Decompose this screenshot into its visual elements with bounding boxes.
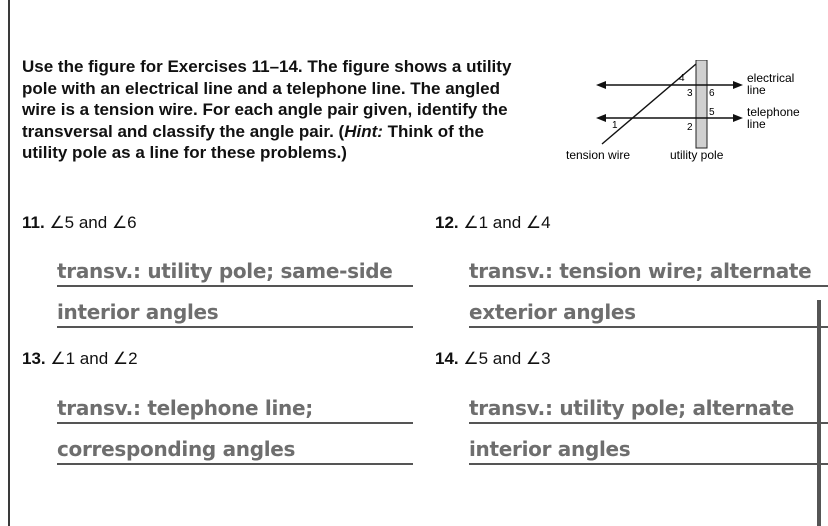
angle-label-6: 6 xyxy=(709,88,715,99)
exercise-number: 13. xyxy=(22,349,46,368)
utility-pole-figure xyxy=(560,60,828,170)
exercise-prompt: ∠5 and ∠3 xyxy=(463,349,551,368)
exercise-11-answer-line-2: interior angles xyxy=(57,298,413,328)
angle-label-5: 5 xyxy=(709,107,715,118)
page-left-border xyxy=(8,0,10,526)
instructions-text-b: Think of the utility pole as a line for these problems.) xyxy=(22,121,484,162)
utility-pole xyxy=(696,60,707,148)
exercise-number: 11. xyxy=(22,213,45,232)
exercise-12-answer-line-1: transv.: tension wire; alternate xyxy=(469,257,828,287)
angle-label-1: 1 xyxy=(612,120,618,131)
telephone-label: telephone xyxy=(747,105,800,119)
exercise-11-answer-line-1: transv.: utility pole; same-side xyxy=(57,257,413,287)
exercise-number: 12. xyxy=(435,213,459,232)
electrical-line-arrow-right xyxy=(733,81,743,89)
telephone-line-arrow-left xyxy=(596,114,606,122)
exercise-13-heading xyxy=(22,349,138,369)
exercise-14-answer-line-1: transv.: utility pole; alternate xyxy=(469,394,828,424)
instructions-paragraph xyxy=(22,56,532,164)
electrical-line-arrow-left xyxy=(596,81,606,89)
instructions-text-a: Use the figure for Exercises 11–14. The figure shows a utility pole with an electrical line and a telephone line. The angled wire is a tension wire. For each angle pair given, identify the transversal and classify the angle pair. ( xyxy=(22,57,512,141)
electrical-label-line: line xyxy=(747,83,766,97)
telephone-line-arrow-right xyxy=(733,114,743,122)
exercise-prompt: ∠1 and ∠4 xyxy=(463,213,551,232)
exercise-13-answer-line-1: transv.: telephone line; xyxy=(57,394,413,424)
angle-label-3: 3 xyxy=(687,88,693,99)
exercise-number: 14. xyxy=(435,349,459,368)
exercise-14-answer-line-2: interior angles xyxy=(469,435,828,465)
angle-label-4: 4 xyxy=(679,73,685,84)
exercise-prompt: ∠5 and ∠6 xyxy=(49,213,137,232)
angle-label-2: 2 xyxy=(687,122,693,133)
exercise-14-heading xyxy=(435,349,551,369)
exercise-13-answer-line-2: corresponding angles xyxy=(57,435,413,465)
exercise-12-answer-line-2: exterior angles xyxy=(469,298,828,328)
exercise-12-heading xyxy=(435,213,551,233)
electrical-label: electrical xyxy=(747,71,795,85)
exercise-prompt: ∠1 and ∠2 xyxy=(50,349,138,368)
exercise-11-heading xyxy=(22,213,137,233)
telephone-label-line: line xyxy=(747,117,766,131)
utility-pole-label: utility pole xyxy=(670,148,724,162)
hint-label: Hint: xyxy=(344,121,383,141)
tension-wire-label: tension wire xyxy=(566,148,631,162)
